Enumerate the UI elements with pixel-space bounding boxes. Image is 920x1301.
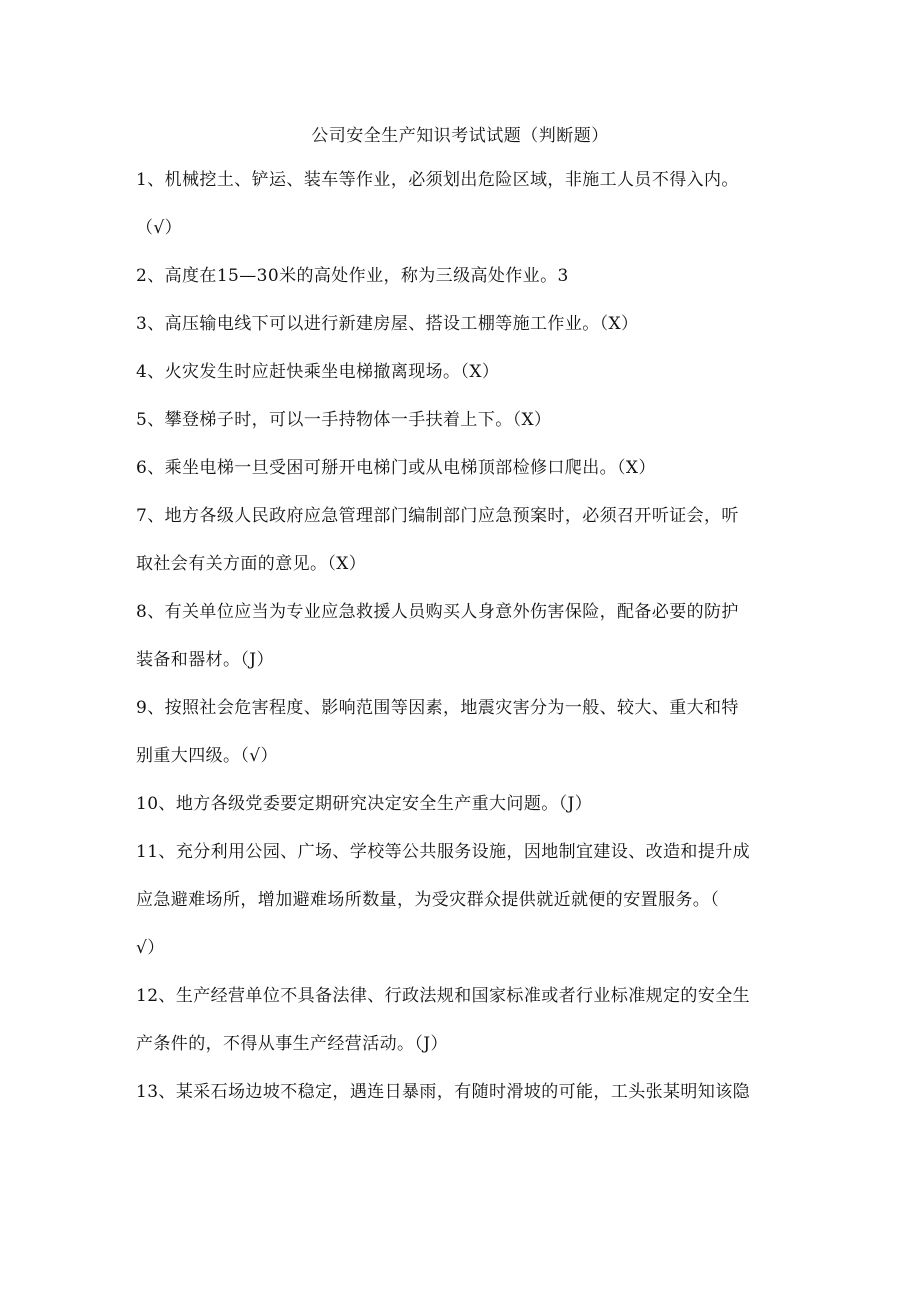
question-line: 8、有关单位应当为专业应急救援人员购买人身意外伤害保险，配备必要的防护 <box>136 602 739 622</box>
question-item <box>136 360 788 384</box>
question-line: 13、某采石场边坡不稳定，遇连日暴雨，有随时滑坡的可能，工头张某明知该隐 <box>136 1082 751 1102</box>
question-list <box>136 168 788 1128</box>
question-item <box>136 312 788 336</box>
question-item <box>136 504 788 576</box>
question-line: 5、攀登梯子时，可以一手持物体一手扶着上下。（X） <box>136 410 552 430</box>
question-line: 应急避难场所，增加避难场所数量，为受灾群众提供就近就便的安置服务。（ <box>136 890 720 910</box>
question-item <box>136 600 788 672</box>
question-line: √） <box>136 938 165 958</box>
question-line: 9、按照社会危害程度、影响范围等因素，地震灾害分为一般、较大、重大和特 <box>136 698 739 718</box>
question-line: （√） <box>136 218 183 238</box>
question-item <box>136 840 788 960</box>
question-item <box>136 456 788 480</box>
question-item <box>136 696 788 768</box>
question-item <box>136 1080 788 1104</box>
question-item <box>136 408 788 432</box>
question-line: 6、乘坐电梯一旦受困可掰开电梯门或从电梯顶部检修口爬出。（X） <box>136 458 656 478</box>
question-item <box>136 264 788 288</box>
question-line: 7、地方各级人民政府应急管理部门编制部门应急预案时，必须召开听证会，听 <box>136 506 739 526</box>
question-line: 12、生产经营单位不具备法律、行政法规和国家标准或者行业标准规定的安全生 <box>136 986 751 1006</box>
question-line: 产条件的，不得从事生产经营活动。（J） <box>136 1034 448 1054</box>
question-line: 别重大四级。（√） <box>136 746 278 766</box>
question-item <box>136 984 788 1056</box>
question-line: 1、机械挖土、铲运、装车等作业，必须划出危险区域，非施工人员不得入内。 <box>136 170 739 190</box>
question-item <box>136 168 788 240</box>
question-line: 2、高度在15—30米的高处作业，称为三级高处作业。3 <box>136 266 569 286</box>
question-line: 11、充分利用公园、广场、学校等公共服务设施，因地制宜建设、改造和提升成 <box>136 842 751 862</box>
question-item <box>136 792 788 816</box>
document-title: 公司安全生产知识考试试题（判断题） <box>311 126 609 146</box>
question-line: 4、火灾发生时应赶快乘坐电梯撤离现场。（X） <box>136 362 500 382</box>
question-line: 10、地方各级党委要定期研究决定安全生产重大问题。（J） <box>136 794 593 814</box>
question-line: 取社会有关方面的意见。（X） <box>136 554 367 574</box>
question-line: 装备和器材。（J） <box>136 650 274 670</box>
question-line: 3、高压输电线下可以进行新建房屋、搭设工棚等施工作业。（X） <box>136 314 639 334</box>
